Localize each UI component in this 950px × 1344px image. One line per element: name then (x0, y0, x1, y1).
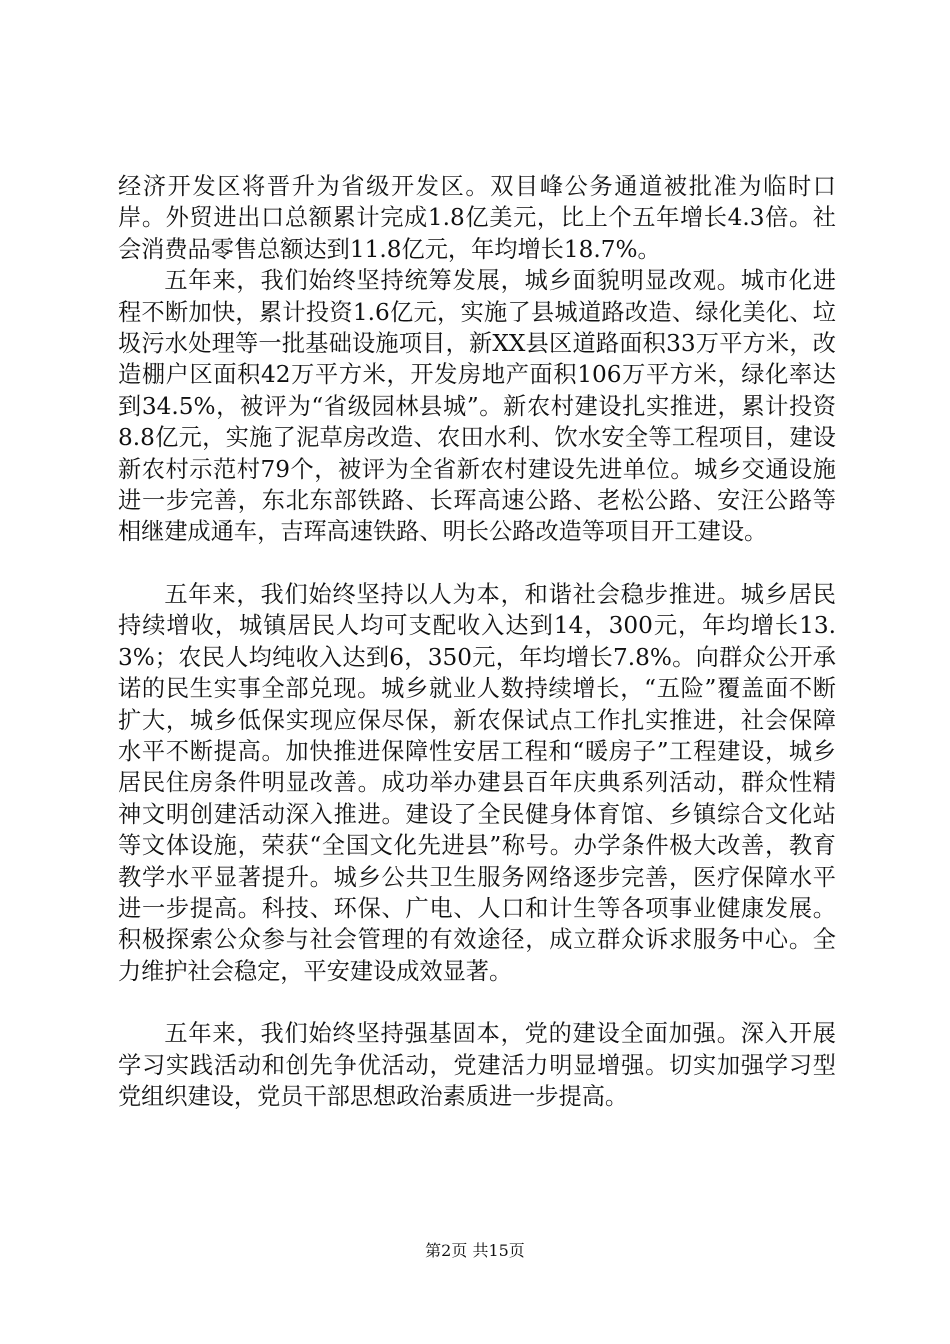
paragraph-4: 五年来，我们始终坚持强基固本，党的建设全面加强。深入开展学习实践活动和创先争优活动，党建活力明显增强。切实加强学习型党组织建设，党员干部思想政治素质进一步提高。 (118, 1020, 836, 1110)
document-body (118, 171, 836, 1112)
paragraph-2: 五年来，我们始终坚持统筹发展，城乡面貌明显改观。城市化进程不断加快，累计投资1.6亿元，实施了县城道路改造、绿化美化、垃圾污水处理等一批基础设施项目，新XX县区道路面积33万平方米，改造棚户区面积42万平方米，开发房地产面积106万平方米，绿化率达到34.5%，被评为“省级园林县城”。新农村建设扎实推进，累计投资8.8亿元，实施了泥草房改造、农田水利、饮水安全等工程项目，建设新农村示范村79个，被评为全省新农村建设先进单位。城乡交通设施进一步完善，东北东部铁路、长珲高速公路、老松公路、安汪公路等相继建成通车，吉珲高速铁路、明长公路改造等项目开工建设。 (118, 267, 836, 546)
page-footer: 第2页 共15页 (425, 1241, 525, 1260)
paragraph-spacer (118, 548, 836, 579)
paragraph-spacer (118, 987, 836, 1018)
paragraph-1: 经济开发区将晋升为省级开发区。双目峰公务通道被批准为临时口岸。外贸进出口总额累计完成1.8亿美元，比上个五年增长4.3倍。社会消费品零售总额达到11.8亿元，年均增长18.7%。 (118, 173, 836, 263)
paragraph-3: 五年来，我们始终坚持以人为本，和谐社会稳步推进。城乡居民持续增收，城镇居民人均可支配收入达到14，300元，年均增长13.3%；农民人均纯收入达到6，350元，年均增长7.8%。向群众公开承诺的民生实事全部兑现。城乡就业人数持续增长，“五险”覆盖面不断扩大，城乡低保实现应保尽保，新农保试点工作扎实推进，社会保障水平不断提高。加快推进保障性安居工程和“暖房子”工程建设，城乡居民住房条件明显改善。成功举办建县百年庆典系列活动，群众性精神文明创建活动深入推进。建设了全民健身体育馆、乡镇综合文化站等文体设施，荣获“全国文化先进县”称号。办学条件极大改善，教育教学水平显著提升。城乡公共卫生服务网络逐步完善，医疗保障水平进一步提高。科技、环保、广电、人口和计生等各项事业健康发展。积极探索公众参与社会管理的有效途径，成立群众诉求服务中心。全力维护社会稳定，平安建设成效显著。 (118, 580, 836, 985)
